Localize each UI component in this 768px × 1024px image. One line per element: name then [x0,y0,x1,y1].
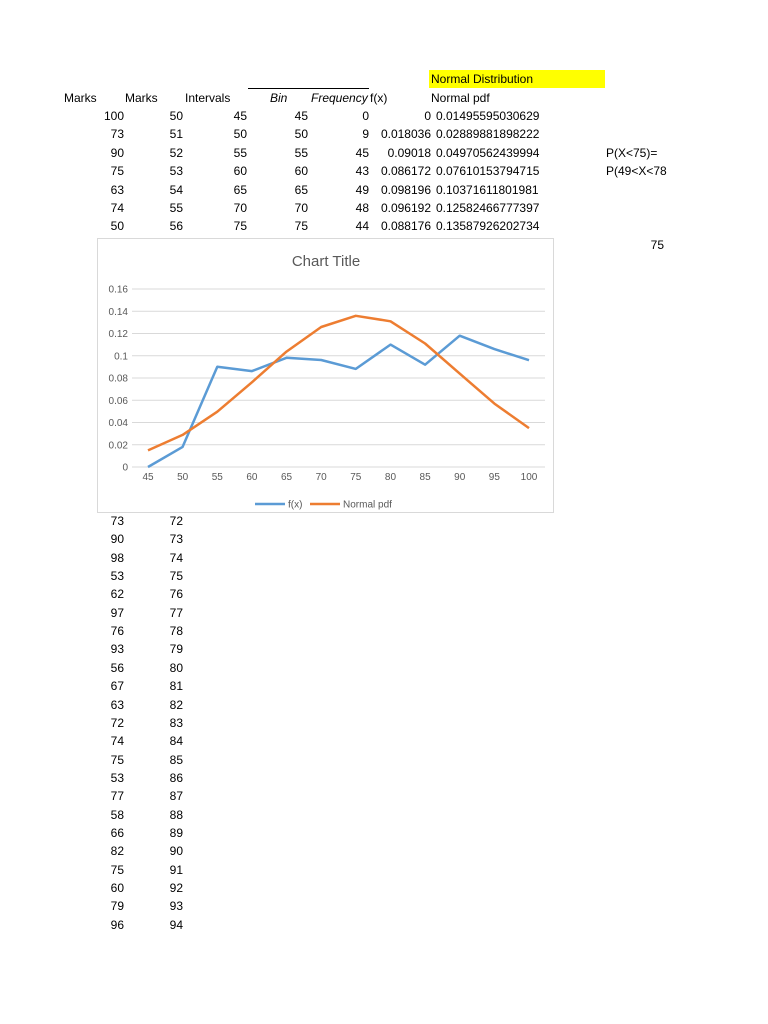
cell-marks-2[interactable]: 72 [169,514,183,528]
cell-bin[interactable]: 60 [294,164,308,179]
cell-marks-1[interactable]: 100 [103,109,124,123]
header-intervals[interactable]: Intervals [185,91,231,105]
header-normal-pdf[interactable]: Normal pdf [431,91,490,105]
y-tick-label: 0.14 [108,306,128,318]
cell-fx[interactable]: 0.018036 [380,127,431,142]
cell-marks-1[interactable]: 93 [110,642,124,657]
cell-fx[interactable]: 0.086172 [380,164,431,179]
cell-interval[interactable]: 45 [233,109,247,123]
cell-marks-2[interactable]: 76 [169,587,183,602]
cell-marks-2[interactable]: 89 [169,825,183,840]
chart-container[interactable] [97,238,554,513]
cell-marks-1[interactable]: 75 [110,862,124,877]
cell-marks-2[interactable]: 93 [169,899,183,914]
cell-marks-2[interactable]: 79 [169,642,183,657]
cell-normal-pdf[interactable]: 0.04970562439994 [436,145,540,160]
cell-marks-2[interactable]: 80 [169,660,183,675]
cell-marks-1[interactable]: 63 [110,182,124,197]
cell-fx[interactable]: 0.088176 [380,219,431,234]
cell-marks-1[interactable]: 73 [110,514,124,528]
prob-label-2[interactable]: P(49<X<78 [606,164,667,178]
cell-marks-1[interactable]: 90 [110,145,124,160]
cell-marks-1[interactable]: 62 [110,587,124,602]
cell-fx[interactable]: 0.09018 [387,145,431,160]
cell-marks-1[interactable]: 77 [110,789,124,804]
cell-marks-1[interactable]: 75 [110,752,124,767]
cell-interval[interactable]: 65 [233,182,247,197]
cell-marks-2[interactable]: 92 [169,881,183,895]
header-marks-1[interactable]: Marks [64,91,97,105]
cell-marks-1[interactable]: 67 [110,679,124,694]
header-bin[interactable]: Bin [270,91,288,105]
cell-marks-1[interactable]: 74 [110,734,124,749]
x-tick-label: 50 [177,472,189,483]
cell-frequency[interactable]: 43 [355,164,369,179]
legend-label: f(x) [288,499,303,511]
cell-marks-2[interactable]: 74 [169,550,183,565]
cell-marks-2[interactable]: 81 [169,679,183,694]
cell-marks-1[interactable]: 75 [110,164,124,179]
cell-frequency[interactable]: 9 [362,127,369,142]
cell-marks-2[interactable]: 82 [169,697,183,712]
line-chart [98,239,555,514]
side-value-cell[interactable]: 75 [650,238,664,252]
cell-marks-1[interactable]: 97 [110,605,124,620]
cell-marks-2[interactable]: 52 [169,145,183,160]
cell-bin[interactable]: 70 [294,201,308,215]
header-normal-distribution[interactable]: Normal Distribution [431,72,534,86]
cell-marks-2[interactable]: 88 [169,807,183,822]
cell-marks-2[interactable]: 53 [169,164,183,179]
x-tick-label: 75 [350,472,362,483]
cell-marks-2[interactable]: 91 [169,862,183,877]
y-tick-label: 0.12 [108,329,128,340]
cell-marks-1[interactable]: 76 [110,624,124,639]
cell-interval[interactable]: 50 [233,127,247,142]
cell-marks-2[interactable]: 77 [169,605,183,620]
cell-marks-2[interactable]: 86 [169,770,183,785]
cell-normal-pdf[interactable]: 0.07610153794715 [436,164,540,179]
cell-marks-1[interactable]: 58 [110,807,124,822]
cell-frequency[interactable]: 0 [362,109,369,123]
cell-marks-2[interactable]: 55 [169,201,183,215]
cell-marks-1[interactable]: 60 [110,881,124,895]
cell-fx[interactable]: 0 [424,109,431,123]
cell-marks-1[interactable]: 73 [110,127,124,142]
header-fx[interactable]: f(x) [370,91,388,105]
cell-marks-2[interactable]: 50 [169,109,183,123]
cell-marks-1[interactable]: 96 [110,917,124,932]
cell-bin[interactable]: 45 [294,109,308,123]
y-tick-label: 0.02 [108,440,128,452]
cell-frequency[interactable]: 48 [355,201,369,215]
cell-interval[interactable]: 75 [233,219,247,234]
cell-marks-2[interactable]: 90 [169,844,183,859]
cell-frequency[interactable]: 49 [355,182,369,197]
x-tick-label: 65 [280,472,293,483]
cell-bin[interactable]: 55 [294,145,308,160]
x-tick-label: 55 [211,472,223,483]
cell-marks-2[interactable]: 83 [169,715,183,730]
y-tick-label: 0.06 [108,395,128,407]
cell-marks-2[interactable]: 78 [169,624,183,639]
header-marks-2[interactable]: Marks [125,91,158,105]
header-frequency[interactable]: Frequency [311,91,368,105]
cell-normal-pdf[interactable]: 0.01495595030629 [436,109,540,123]
cell-marks-2[interactable]: 85 [169,752,183,767]
x-tick-label: 80 [384,472,397,483]
cell-marks-2[interactable]: 84 [169,734,183,749]
cell-interval[interactable]: 70 [233,201,247,215]
cell-normal-pdf[interactable]: 0.13587926202734 [436,219,540,234]
cell-marks-1[interactable]: 50 [110,219,124,234]
x-tick-label: 90 [454,472,466,483]
cell-marks-1[interactable]: 72 [110,715,124,730]
cell-fx[interactable]: 0.098196 [380,182,431,197]
cell-marks-1[interactable]: 66 [110,825,124,840]
cell-marks-1[interactable]: 53 [110,770,124,785]
prob-label-1[interactable]: P(X<75)= [606,146,658,160]
cell-marks-1[interactable]: 98 [110,550,124,565]
cell-fx[interactable]: 0.096192 [380,201,431,215]
y-tick-label: 0.16 [108,284,128,296]
cell-normal-pdf[interactable]: 0.10371611801981 [436,182,539,197]
cell-marks-1[interactable]: 63 [110,697,124,712]
cell-bin[interactable]: 65 [294,182,308,197]
cell-marks-1[interactable]: 82 [110,844,124,859]
cell-marks-2[interactable]: 51 [169,127,183,142]
cell-marks-2[interactable]: 56 [169,219,183,234]
cell-normal-pdf[interactable]: 0.12582466777397 [436,201,540,215]
x-tick-label: 100 [520,472,538,483]
cell-frequency[interactable]: 45 [355,145,369,160]
x-tick-label: 70 [315,472,327,483]
legend-label: Normal pdf [343,499,392,511]
cell-bin[interactable]: 50 [294,127,308,142]
y-tick-label: 0.08 [108,373,128,385]
y-tick-label: 0 [122,462,128,474]
cell-marks-1[interactable]: 74 [110,201,124,215]
cell-bin[interactable]: 75 [294,219,308,234]
x-tick-label: 95 [488,472,500,483]
cell-frequency[interactable]: 44 [355,219,369,234]
cell-interval[interactable]: 60 [233,164,247,179]
cell-marks-1[interactable]: 53 [110,569,124,584]
cell-marks-1[interactable]: 79 [110,899,124,914]
chart-title: Chart Title [291,253,361,270]
cell-marks-2[interactable]: 54 [169,182,183,197]
x-tick-label: 45 [142,472,154,483]
x-tick-label: 85 [419,472,431,483]
cell-interval[interactable]: 55 [233,145,247,160]
cell-marks-2[interactable]: 94 [169,917,183,932]
cell-marks-2[interactable]: 87 [169,789,183,804]
y-tick-label: 0.04 [108,418,128,429]
cell-marks-1[interactable]: 90 [110,532,124,547]
y-tick-label: 0.1 [114,351,128,363]
x-tick-label: 60 [246,472,258,483]
cell-marks-1[interactable]: 56 [110,660,124,675]
cell-marks-2[interactable]: 73 [169,532,183,547]
cell-normal-pdf[interactable]: 0.02889881898222 [436,127,540,142]
series-line-normal-pdf [148,316,529,451]
cell-marks-2[interactable]: 75 [169,569,183,584]
